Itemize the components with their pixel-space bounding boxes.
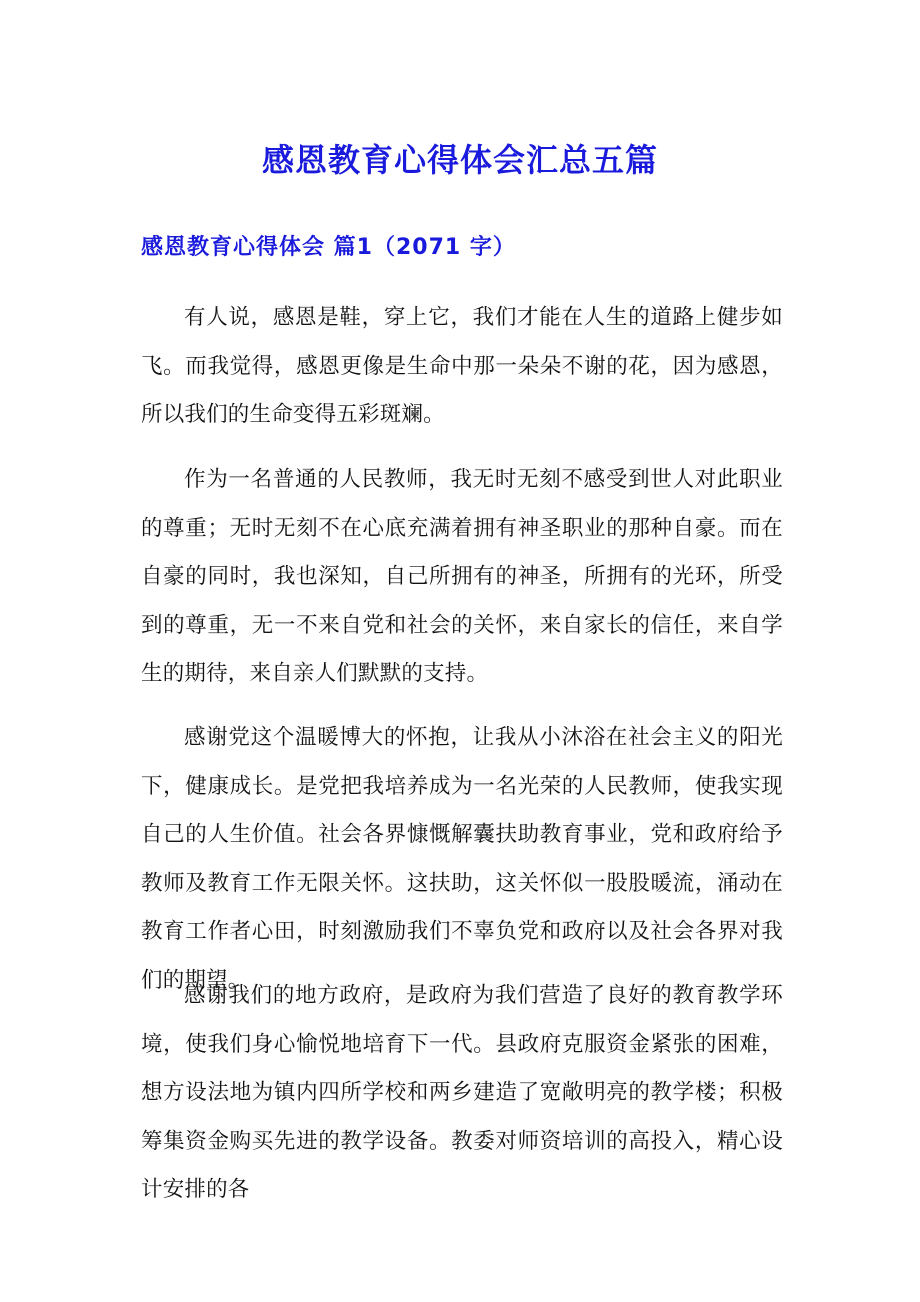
paragraph-2: 作为一名普通的人民教师，我无时无刻不感受到世人对此职业的尊重；无时无刻不在心底充满着拥有神圣职业的那种自豪。而在自豪的同时，我也深知，自己所拥有的神圣，所拥有的光环，所受到的尊重，无一不来自党和社会的关怀，来自家长的信任，来自学生的期待，来自亲人们默默的支持。 [141,467,783,686]
document-title: 感恩教育心得体会汇总五篇 [261,141,658,179]
section-heading: 感恩教育心得体会 篇1（2071 字） [141,235,516,260]
paragraph-4: 感谢我们的地方政府，是政府为我们营造了良好的教育教学环境，使我们身心愉悦地培育下一代。县政府克服资金紧张的困难，想方设法地为镇内四所学校和两乡建造了宽敞明亮的教学楼；积极筹集资金购买先进的教学设备。教委对师资培训的高投入，精心设计安排的各 [141,983,783,1202]
paragraph-1: 有人说，感恩是鞋，穿上它，我们才能在人生的道路上健步如飞。而我觉得，感恩更像是生命中那一朵朵不谢的花，因为感恩，所以我们的生命变得五彩斑斓。 [141,305,783,427]
paragraph-3: 感谢党这个温暖博大的怀抱，让我从小沐浴在社会主义的阳光下，健康成长。是党把我培养成为一名光荣的人民教师，使我实现自己的人生价值。社会各界慷慨解囊扶助教育事业，党和政府给予教师及教育工作无限关怀。这扶助，这关怀似一股股暖流，涌动在教育工作者心田，时刻激励我们不辜负党和政府以及社会各界对我们的期望。 [141,725,783,993]
